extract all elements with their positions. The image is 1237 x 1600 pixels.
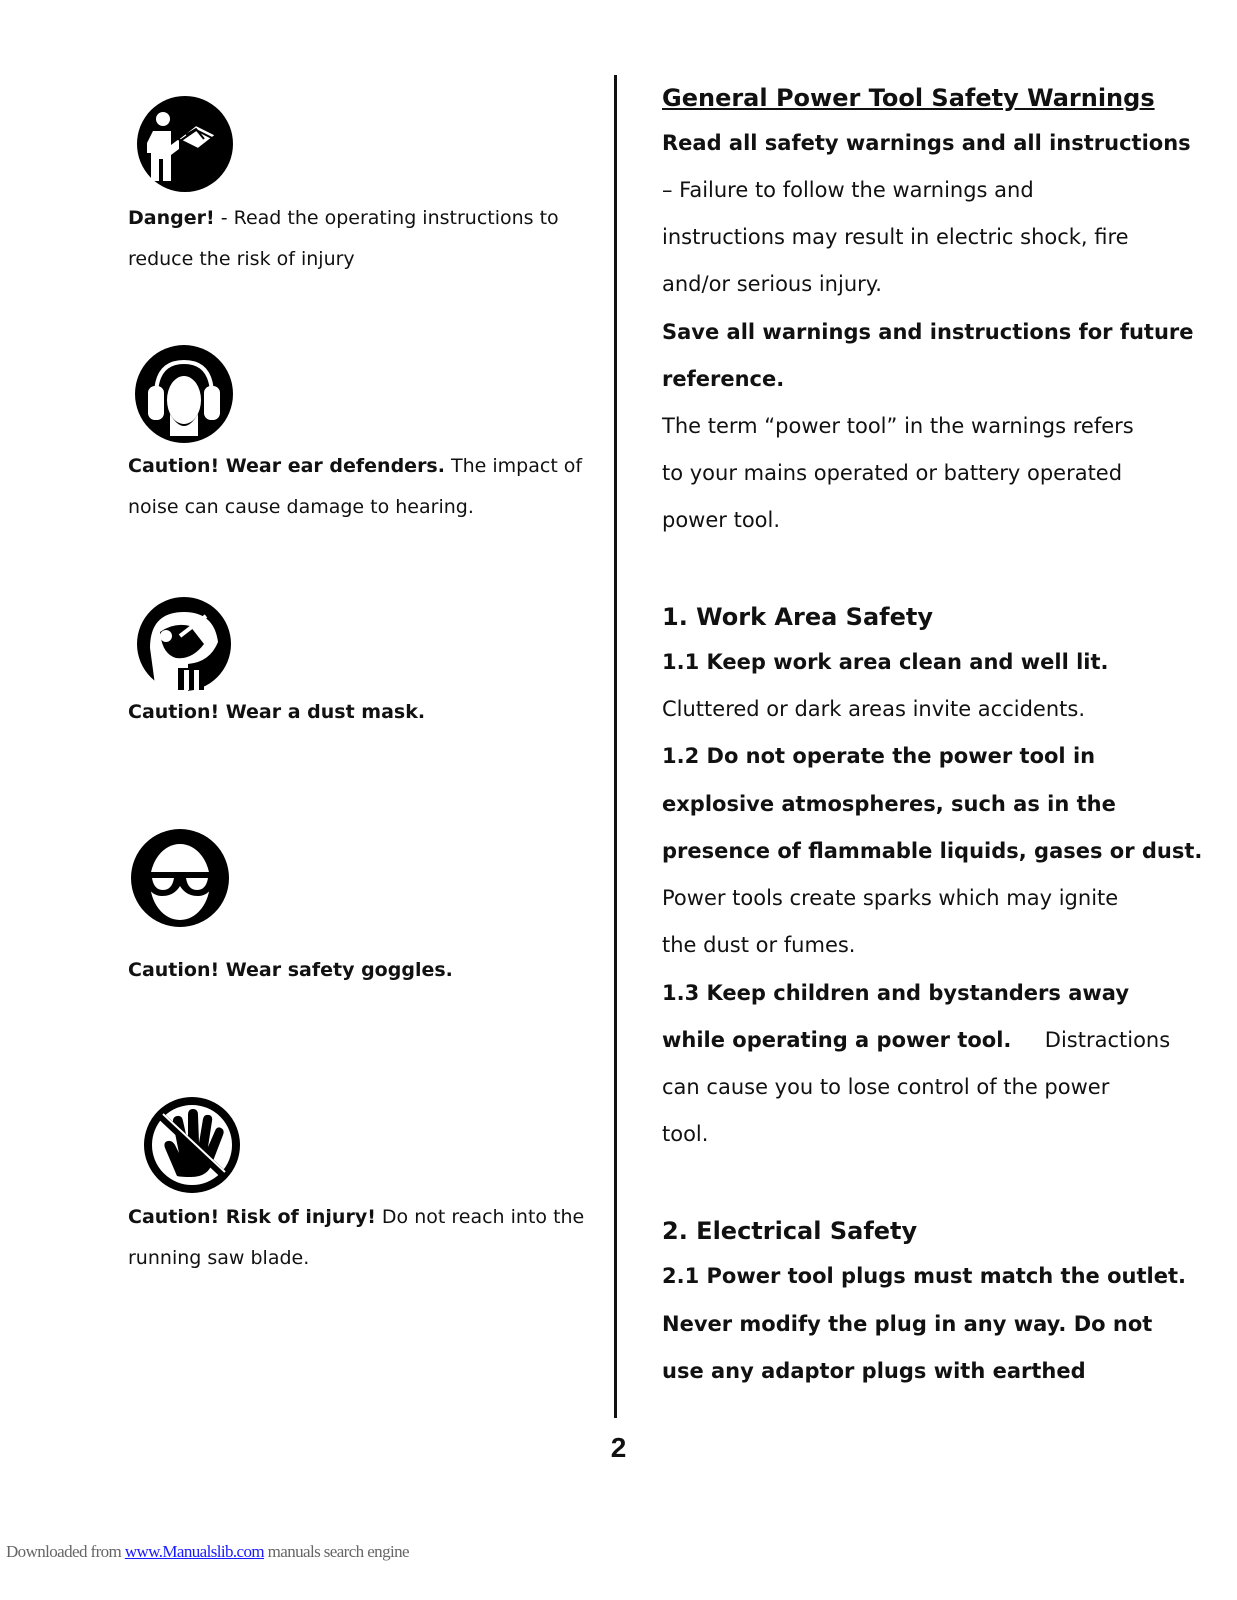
caption-no-hands xyxy=(128,1197,588,1279)
text-line: presence of flammable liquids, gases or dust. xyxy=(662,839,1203,863)
text-line: tool. xyxy=(662,1122,709,1146)
text-line: 1.2 Do not operate the power tool in xyxy=(662,744,1096,768)
section-heading: 1. Work Area Safety xyxy=(662,603,933,631)
download-footer xyxy=(6,1542,409,1562)
caption-text: - Read the operating instructions to reduce the risk of injury xyxy=(128,207,559,270)
text-line: reference. xyxy=(662,367,785,391)
text-line: explosive atmospheres, such as in the xyxy=(662,792,1116,816)
caption-ear-protection xyxy=(128,446,588,528)
text-line: 2.1 Power tool plugs must match the outlet. xyxy=(662,1264,1186,1288)
text-line: The term “power tool” in the warnings refers xyxy=(662,414,1134,438)
no-hands-icon xyxy=(141,1096,243,1194)
footer-prefix: Downloaded from xyxy=(6,1542,125,1561)
manualslib-link[interactable]: www.Manualslib.com xyxy=(124,1542,265,1561)
text-line: 1.1 Keep work area clean and well lit. xyxy=(662,650,1109,674)
normal-text: Distractions xyxy=(1011,1028,1171,1052)
safety-goggles-icon xyxy=(128,828,232,928)
caption-bold: Caution! Wear a dust mask. xyxy=(128,701,426,723)
text-line: – Failure to follow the warnings and xyxy=(662,178,1034,202)
text-line: to your mains operated or battery operated xyxy=(662,461,1123,485)
text-line: Cluttered or dark areas invite accidents. xyxy=(662,697,1086,721)
page-number: 2 xyxy=(610,1432,627,1463)
caption-safety-goggles xyxy=(128,950,588,991)
text-line: use any adaptor plugs with earthed xyxy=(662,1359,1086,1383)
caption-read-manual xyxy=(128,198,588,280)
text-line: can cause you to lose control of the power xyxy=(662,1075,1110,1099)
section-heading: 2. Electrical Safety xyxy=(662,1217,918,1245)
caption-text: The impact of noise can cause damage to hearing. xyxy=(128,455,583,518)
bold-text: while operating a power tool. xyxy=(662,1028,1012,1052)
text-line: Read all safety warnings and all instructions xyxy=(662,131,1191,155)
caption-dust-mask xyxy=(128,692,588,733)
caption-bold: Caution! Wear safety goggles. xyxy=(128,959,453,981)
section-title: General Power Tool Safety Warnings xyxy=(662,84,1155,112)
text-line: the dust or fumes. xyxy=(662,933,856,957)
text-line: power tool. xyxy=(662,508,781,532)
dust-mask-icon xyxy=(134,596,234,692)
text-line: Save all warnings and instructions for future xyxy=(662,320,1194,344)
column-divider xyxy=(614,75,617,1418)
text-line: Never modify the plug in any way. Do not xyxy=(662,1312,1153,1336)
read-manual-icon xyxy=(136,95,234,193)
text-line: and/or serious injury. xyxy=(662,272,882,296)
caption-bold: Danger! xyxy=(128,207,215,229)
caption-bold: Caution! Wear ear defenders. xyxy=(128,455,445,477)
text-line xyxy=(662,1028,1170,1052)
caption-text: Do not reach into the running saw blade. xyxy=(128,1206,585,1269)
text-line: Power tools create sparks which may ignite xyxy=(662,886,1119,910)
footer-suffix: manuals search engine xyxy=(264,1542,409,1561)
caption-bold: Caution! Risk of injury! xyxy=(128,1206,376,1228)
ear-protection-icon xyxy=(134,344,234,444)
text-line: instructions may result in electric shock, fire xyxy=(662,225,1129,249)
text-line: 1.3 Keep children and bystanders away xyxy=(662,981,1130,1005)
